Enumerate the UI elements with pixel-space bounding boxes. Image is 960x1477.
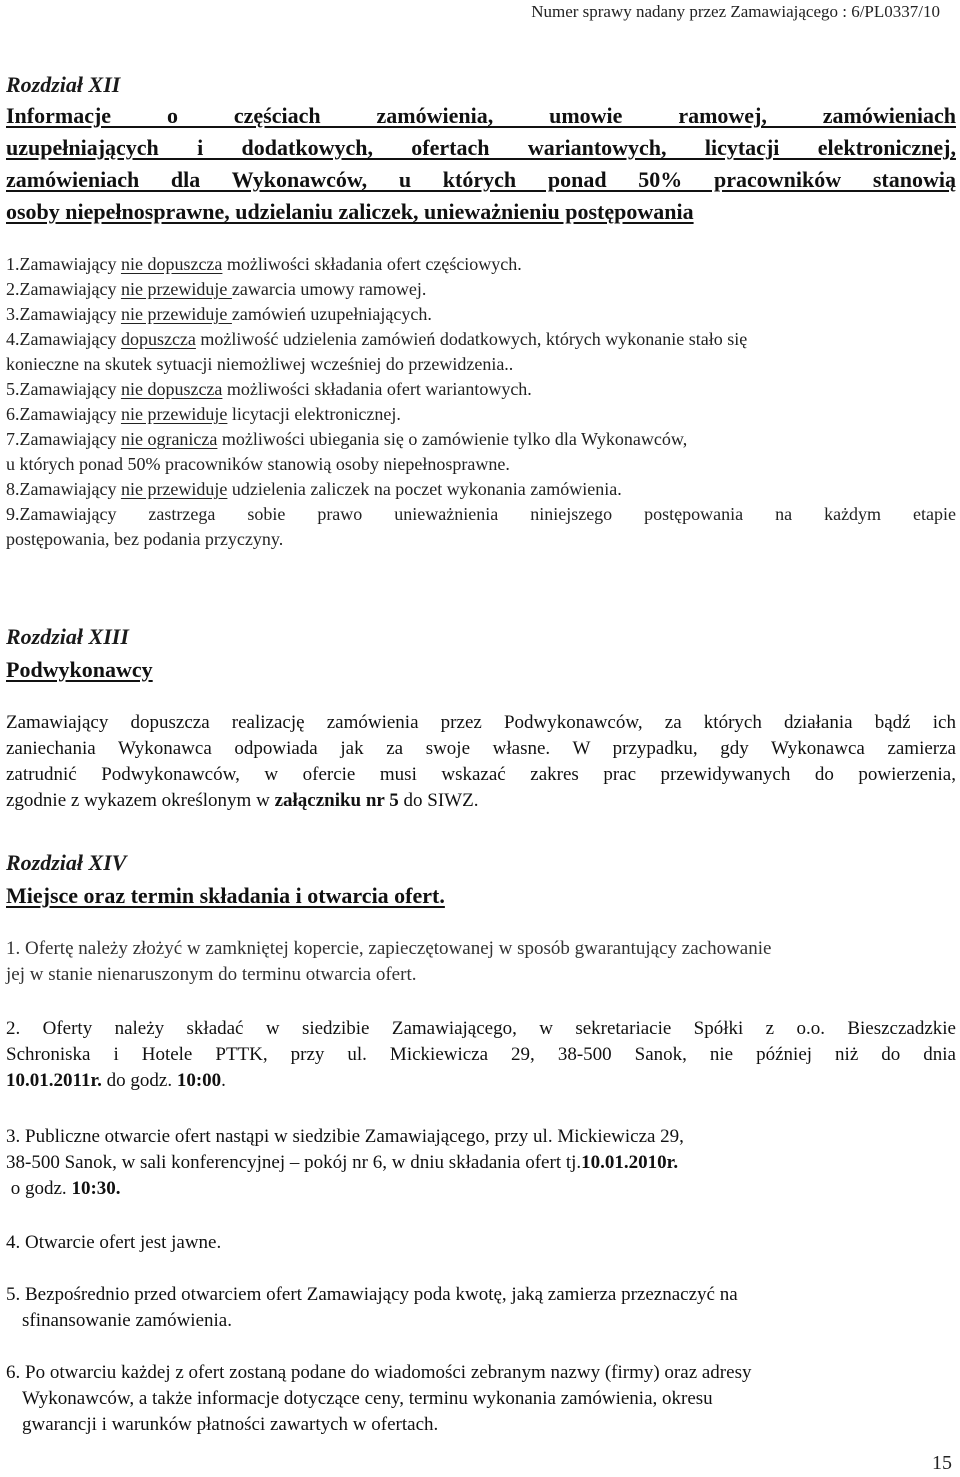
chapter-12-label: Rozdział XII	[6, 72, 121, 97]
chapter-13-body: Zamawiający dopuszcza realizację zamówienia przez Podwykonawców, za których działania bądź ich zaniechania Wykonawca odpowiada jak za swoje własne. W przypadku, gdy Wykonawca zamierza zatrudnić Podwykonawców, w ofercie musi wskazać zakres prac przewidywanych do powierzenia, zgodnie z wykazem określonym w załączniku nr 5 do SIWZ.	[6, 712, 956, 811]
page-number: 15	[932, 1452, 952, 1474]
point-3: 3. Publiczne otwarcie ofert nastąpi w siedzibie Zamawiającego, przy ul. Mickiewicza 29, 38-500 Sanok, w sali konferencyjnej – pokój nr 6, w dniu składania ofert tj.10.01.2010r. o godz. 10:30.	[6, 1126, 684, 1199]
chapter-13-label: Rozdział XIII	[6, 624, 129, 649]
chapter-14-title: Miejsce oraz termin składania i otwarcia ofert.	[6, 883, 445, 908]
point-4: 4. Otwarcie ofert jest jawne.	[6, 1232, 222, 1253]
chapter-14-label: Rozdział XIV	[6, 850, 127, 875]
chapter-13-title: Podwykonawcy	[6, 657, 153, 682]
list-item: 4.Zamawiający dopuszcza możliwość udzielenia zamówień dodatkowych, których wykonanie stało się konieczne na skutek sytuacji niemożliwej wcześniej do przewidzenia..	[6, 329, 748, 374]
point-1: 1. Ofertę należy złożyć w zamkniętej kopercie, zapieczętowanej w sposób gwarantujący zachowanie jej w stanie nienaruszonym do terminu otwarcia ofert.	[6, 938, 772, 985]
chapter-12-title: Informacje o częściach zamówienia, umowie ramowej, zamówieniach uzupełniających i dodatkowych, ofertach wariantowych, licytacji elektronicznej, zamówieniach dla Wykonawców, u których ponad 50% pracowników stanowią osoby niepełnosprawne, udzielaniu zaliczek, unieważnieniu postępowania	[6, 103, 956, 224]
point-2: 2. Oferty należy składać w siedzibie Zamawiającego, w sekretariacie Spółki z o.o. Bieszczadzkie Schroniska i Hotele PTTK, przy ul. Mickiewicza 29, 38-500 Sanok, nie później niż do dnia 10.01.2011r. do godz. 10:00.	[6, 1018, 956, 1091]
list-item: 1.Zamawiający nie dopuszcza możliwości składania ofert częściowych.	[6, 254, 522, 274]
list-item: 6.Zamawiający nie przewiduje licytacji elektronicznej.	[6, 404, 401, 424]
list-item: 9.Zamawiający zastrzega sobie prawo unieważnienia niniejszego postępowania na każdym etapie postępowania, bez podania przyczyny.	[6, 504, 956, 549]
point-6: 6. Po otwarciu każdej z ofert zostaną podane do wiadomości zebranym nazwy (firmy) oraz adresy Wykonawców, a także informacje dotyczące ceny, terminu wykonania zamówienia, okresu gwarancji i warunków płatności zawartych w ofertach.	[6, 1362, 752, 1435]
case-number-header: Numer sprawy nadany przez Zamawiającego : 6/PL0337/10	[531, 2, 940, 21]
list-item: 3.Zamawiający nie przewiduje zamówień uzupełniających.	[6, 304, 432, 324]
list-item: 8.Zamawiający nie przewiduje udzielenia zaliczek na poczet wykonania zamówienia.	[6, 479, 622, 499]
point-5: 5. Bezpośrednio przed otwarciem ofert Zamawiający poda kwotę, jaką zamierza przeznaczyć na sfinansowanie zamówienia.	[6, 1284, 738, 1331]
chapter-12-list	[6, 252, 956, 552]
list-item: 2.Zamawiający nie przewiduje zawarcia umowy ramowej.	[6, 279, 427, 299]
list-item: 5.Zamawiający nie dopuszcza możliwości składania ofert wariantowych.	[6, 379, 532, 399]
list-item: 7.Zamawiający nie ogranicza możliwości ubiegania się o zamówienie tylko dla Wykonawców, u których ponad 50% pracowników stanowią osoby niepełnosprawne.	[6, 429, 688, 474]
